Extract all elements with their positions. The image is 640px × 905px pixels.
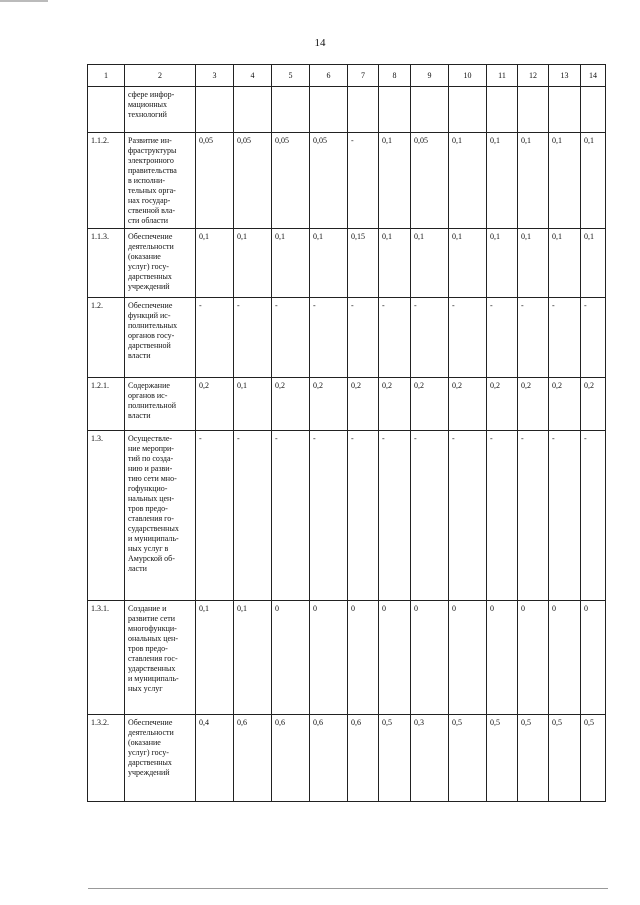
table-row [88, 298, 606, 378]
column-header: 6 [310, 65, 348, 87]
value-cell: 0,1 [234, 601, 272, 715]
value-cell: - [487, 431, 518, 601]
row-description-cell: Содержание органов ис- полнительной власти [125, 378, 196, 431]
value-cell: 0,1 [310, 229, 348, 298]
value-cell: 0,1 [487, 229, 518, 298]
value-cell: 0,2 [272, 378, 310, 431]
column-header: 1 [88, 65, 125, 87]
value-cell: 0,1 [379, 133, 411, 229]
value-cell: 0,15 [348, 229, 379, 298]
value-cell: 0,05 [411, 133, 449, 229]
column-header: 5 [272, 65, 310, 87]
value-cell [487, 87, 518, 133]
value-cell [581, 87, 606, 133]
value-cell: 0,2 [549, 378, 581, 431]
column-header: 4 [234, 65, 272, 87]
value-cell: - [234, 431, 272, 601]
value-cell [518, 87, 549, 133]
value-cell: 0,2 [449, 378, 487, 431]
value-cell [234, 87, 272, 133]
column-header: 10 [449, 65, 487, 87]
value-cell: 0,3 [411, 715, 449, 802]
value-cell: 0,2 [518, 378, 549, 431]
value-cell: 0,5 [549, 715, 581, 802]
value-cell: - [310, 431, 348, 601]
value-cell: 0,1 [518, 133, 549, 229]
value-cell: 0 [379, 601, 411, 715]
value-cell: 0 [487, 601, 518, 715]
value-cell: 0 [348, 601, 379, 715]
table-row [88, 229, 606, 298]
column-header: 3 [196, 65, 234, 87]
column-header: 7 [348, 65, 379, 87]
scan-artifact [0, 0, 48, 2]
row-code-cell: 1.3. [88, 431, 125, 601]
column-header: 9 [411, 65, 449, 87]
value-cell: - [487, 298, 518, 378]
value-cell: - [310, 298, 348, 378]
value-cell: - [581, 431, 606, 601]
value-cell: 0,1 [411, 229, 449, 298]
value-cell: - [234, 298, 272, 378]
row-description-cell: Создание и развитие сети многофункци- ональных цен- тров предо- ставления гос- ударственных и муниципаль- ных услуг [125, 601, 196, 715]
value-cell: - [518, 431, 549, 601]
value-cell [348, 87, 379, 133]
table-row [88, 431, 606, 601]
value-cell: 0 [310, 601, 348, 715]
value-cell: 0,05 [196, 133, 234, 229]
value-cell: 0,2 [196, 378, 234, 431]
value-cell: - [549, 298, 581, 378]
header-row [88, 65, 606, 87]
column-header: 12 [518, 65, 549, 87]
value-cell [196, 87, 234, 133]
value-cell: 0,5 [449, 715, 487, 802]
value-cell: 0,4 [196, 715, 234, 802]
table-row [88, 601, 606, 715]
value-cell: - [379, 431, 411, 601]
table-row [88, 133, 606, 229]
row-code-cell [88, 87, 125, 133]
value-cell: 0,2 [379, 378, 411, 431]
row-code-cell: 1.2. [88, 298, 125, 378]
row-code-cell: 1.1.3. [88, 229, 125, 298]
value-cell: 0,05 [310, 133, 348, 229]
value-cell: 0,6 [348, 715, 379, 802]
value-cell: 0,1 [272, 229, 310, 298]
value-cell: 0,1 [234, 229, 272, 298]
value-cell: - [348, 431, 379, 601]
value-cell: 0,6 [234, 715, 272, 802]
value-cell: - [449, 431, 487, 601]
value-cell: - [581, 298, 606, 378]
value-cell: 0,1 [196, 601, 234, 715]
value-cell: - [348, 133, 379, 229]
value-cell: 0,1 [196, 229, 234, 298]
value-cell [310, 87, 348, 133]
value-cell: - [348, 298, 379, 378]
value-cell: 0 [272, 601, 310, 715]
value-cell: 0,1 [487, 133, 518, 229]
value-cell: 0,1 [549, 229, 581, 298]
value-cell: 0,2 [310, 378, 348, 431]
table-row [88, 378, 606, 431]
value-cell: 0,1 [449, 229, 487, 298]
data-table [87, 64, 606, 802]
page-number: 14 [314, 37, 326, 49]
value-cell: 0,1 [549, 133, 581, 229]
value-cell [379, 87, 411, 133]
value-cell: - [272, 431, 310, 601]
value-cell: 0 [549, 601, 581, 715]
row-description-cell: Осуществле- ние меропри- тий по созда- нию и разви- тию сети мно- гофункцио- нальных цен- тров предо- ставления го- сударственных и муниципаль- ных услуг в Амурской об- ласти [125, 431, 196, 601]
column-header: 14 [581, 65, 606, 87]
value-cell: 0 [518, 601, 549, 715]
value-cell: 0,5 [581, 715, 606, 802]
page-edge-line [88, 888, 608, 889]
value-cell: 0,1 [379, 229, 411, 298]
value-cell: 0,2 [348, 378, 379, 431]
value-cell [411, 87, 449, 133]
value-cell: - [549, 431, 581, 601]
value-cell: 0,1 [449, 133, 487, 229]
value-cell: 0 [581, 601, 606, 715]
value-cell [272, 87, 310, 133]
value-cell: 0,2 [487, 378, 518, 431]
column-header: 8 [379, 65, 411, 87]
value-cell: 0,6 [310, 715, 348, 802]
value-cell: - [196, 431, 234, 601]
row-description-cell: Обеспечение деятельности (оказание услуг) госу- дарственных учреждений [125, 229, 196, 298]
value-cell: 0,1 [518, 229, 549, 298]
column-header: 11 [487, 65, 518, 87]
value-cell [449, 87, 487, 133]
column-header: 13 [549, 65, 581, 87]
value-cell: 0,2 [581, 378, 606, 431]
table-body [88, 87, 606, 802]
value-cell: 0,5 [379, 715, 411, 802]
row-code-cell: 1.3.1. [88, 601, 125, 715]
row-code-cell: 1.2.1. [88, 378, 125, 431]
row-code-cell: 1.3.2. [88, 715, 125, 802]
value-cell: 0,1 [234, 378, 272, 431]
value-cell: - [379, 298, 411, 378]
row-description-cell: сфере инфор- мационных технологий [125, 87, 196, 133]
value-cell: 0,5 [487, 715, 518, 802]
value-cell: 0,1 [581, 229, 606, 298]
value-cell: 0,6 [272, 715, 310, 802]
value-cell: 0,05 [234, 133, 272, 229]
value-cell: - [272, 298, 310, 378]
row-description-cell: Обеспечение функций ис- полнительных органов госу- дарственной власти [125, 298, 196, 378]
value-cell [549, 87, 581, 133]
table-row [88, 87, 606, 133]
value-cell: 0,2 [411, 378, 449, 431]
value-cell: 0 [449, 601, 487, 715]
value-cell: 0,5 [518, 715, 549, 802]
column-header: 2 [125, 65, 196, 87]
row-description-cell: Обеспечение деятельности (оказание услуг) госу- дарственных учреждений [125, 715, 196, 802]
value-cell: - [411, 298, 449, 378]
value-cell: - [411, 431, 449, 601]
row-code-cell: 1.1.2. [88, 133, 125, 229]
value-cell: - [449, 298, 487, 378]
value-cell: 0 [411, 601, 449, 715]
value-cell: 0,1 [581, 133, 606, 229]
value-cell: 0,05 [272, 133, 310, 229]
value-cell: - [196, 298, 234, 378]
table-row [88, 715, 606, 802]
value-cell: - [518, 298, 549, 378]
row-description-cell: Развитие ин- фраструктуры электронного правительства в исполни- тельных орга- нах государ- ственной вла- сти области [125, 133, 196, 229]
